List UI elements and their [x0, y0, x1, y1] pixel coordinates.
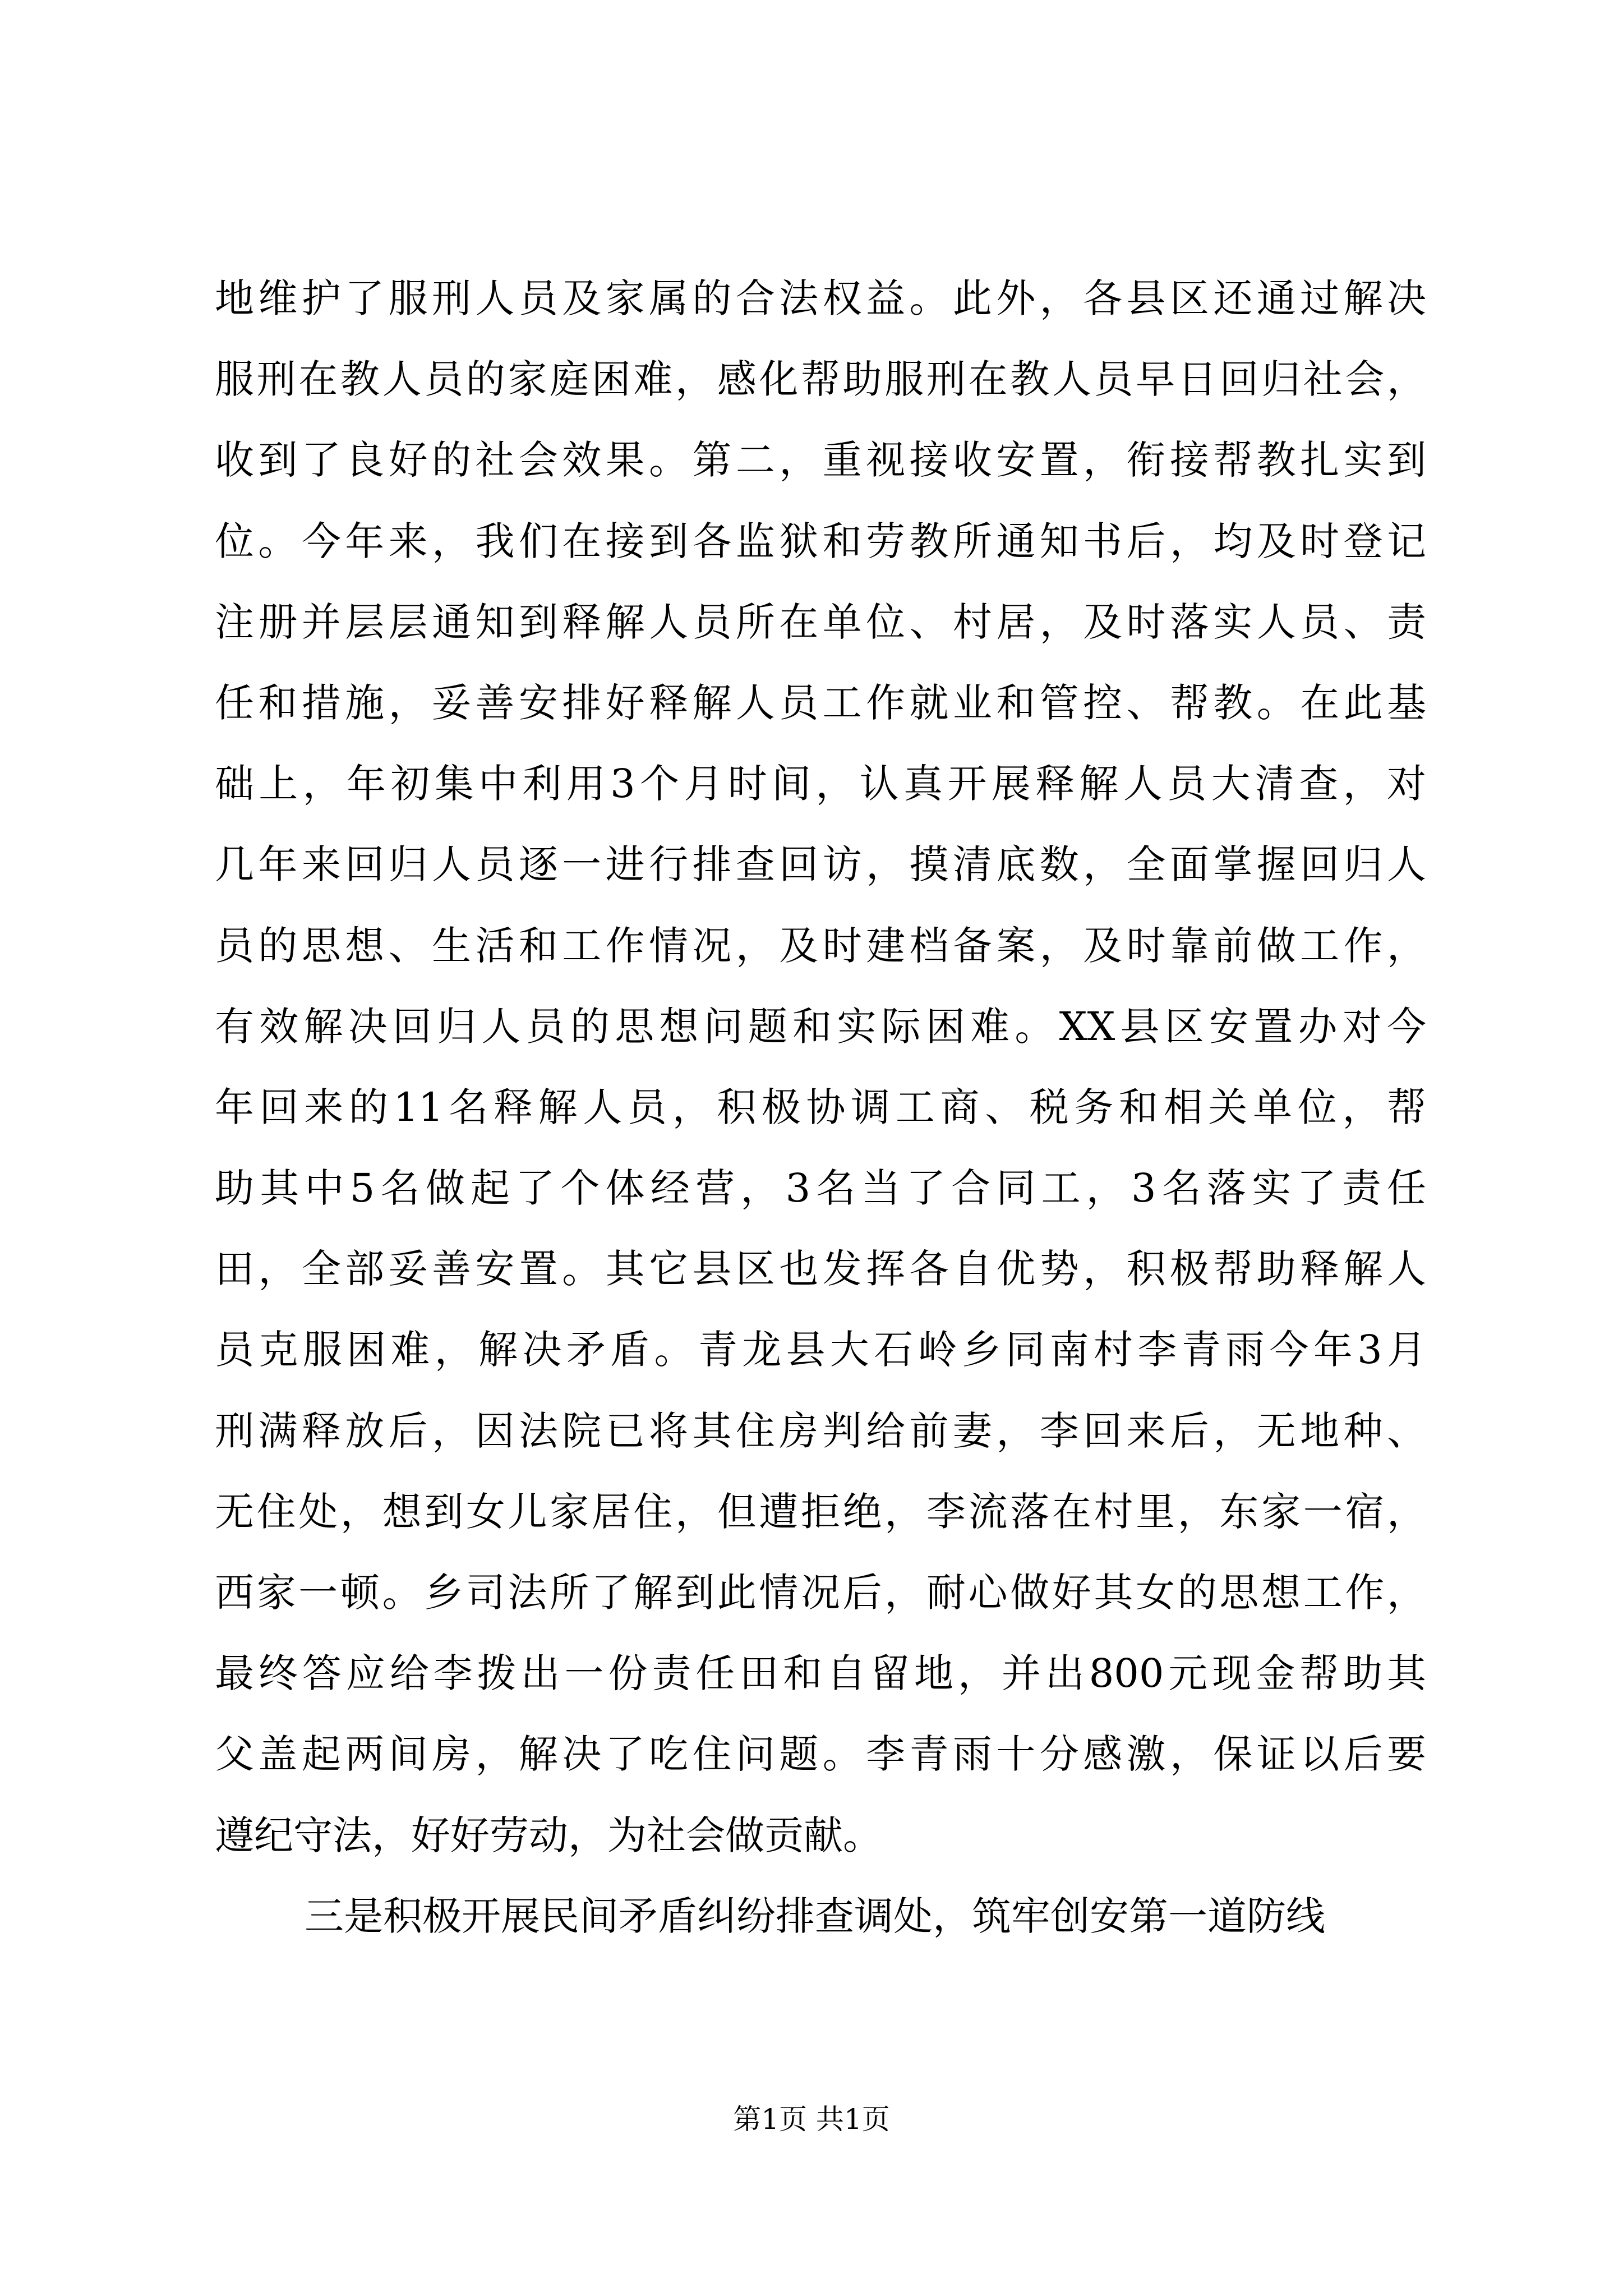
paragraph-start-line: 三是积极开展民间矛盾纠纷排查调处，筑牢创安第一道防线 [305, 1893, 1325, 1939]
text-line: 无住处，想到女儿家居住，但遭拒绝，李流落在村里，东家一宿， [215, 1488, 1426, 1535]
text-line: 任和措施，妥善安排好释解人员工作就业和管控、帮教。在此基 [215, 679, 1426, 726]
page-number-label: 第1页 共1页 [733, 2103, 890, 2136]
text-line: 地维护了服刑人员及家属的合法权益。此外，各县区还通过解决 [215, 275, 1426, 321]
text-line: 注册并层层通知到释解人员所在单位、村居，及时落实人员、责 [215, 599, 1426, 645]
text-line: 位。今年来，我们在接到各监狱和劳教所通知书后，均及时登记 [215, 518, 1426, 564]
text-line: 田，全部妥善安置。其它县区也发挥各自优势，积极帮助释解人 [215, 1246, 1426, 1292]
text-line: 础上，年初集中利用3个月时间，认真开展释解人员大清查，对 [215, 761, 1426, 807]
text-line: 父盖起两间房，解决了吃住问题。李青雨十分感激，保证以后要 [215, 1731, 1426, 1778]
text-line: 几年来回归人员逐一进行排查回访，摸清底数，全面掌握回归人 [215, 841, 1426, 888]
page-footer [0, 2102, 1623, 2136]
text-line: 年回来的11名释解人员，积极协调工商、税务和相关单位，帮 [215, 1084, 1426, 1130]
text-line: 西家一顿。乡司法所了解到此情况后，耐心做好其女的思想工作， [215, 1570, 1426, 1616]
body-text [215, 258, 1426, 1957]
text-line: 员的思想、生活和工作情况，及时建档备案，及时靠前做工作， [215, 922, 1426, 969]
text-line: 最终答应给李拨出一份责任田和自留地，并出800元现金帮助其 [215, 1650, 1426, 1697]
text-line: 收到了良好的社会效果。第二，重视接收安置，衔接帮教扎实到 [215, 437, 1426, 484]
text-line: 有效解决回归人员的思想问题和实际困难。XX县区安置办对今 [215, 1003, 1426, 1050]
text-line: 服刑在教人员的家庭困难，感化帮助服刑在教人员早日回归社会， [215, 356, 1426, 403]
text-line: 员克服困难，解决矛盾。青龙县大石岭乡同南村李青雨今年3月 [215, 1327, 1426, 1373]
text-line: 刑满释放后，因法院已将其住房判给前妻，李回来后，无地种、 [215, 1407, 1426, 1454]
text-line: 助其中5名做起了个体经营，3名当了合同工，3名落实了责任 [215, 1165, 1426, 1212]
paragraph-end-line: 遵纪守法，好好劳动，为社会做贡献。 [215, 1812, 882, 1858]
